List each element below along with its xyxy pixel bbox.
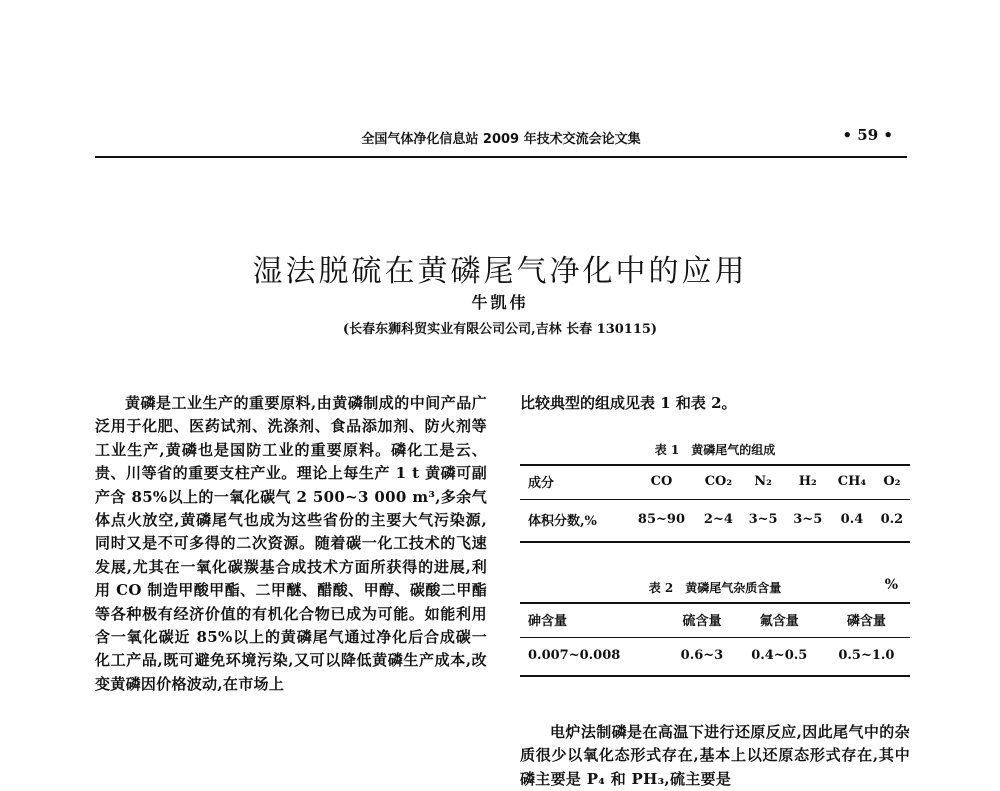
table2-header-cell: 氟含量 xyxy=(736,603,823,638)
right-column xyxy=(520,392,910,791)
second-paragraph-block xyxy=(520,721,910,791)
table2-header-row xyxy=(520,603,910,638)
table-row xyxy=(520,500,910,543)
table1-cell: 0.4 xyxy=(840,512,864,527)
table2-cell: 0.4~0.5 xyxy=(751,648,808,663)
author-affiliation: (长春东狮科贸实业有限公司公司,吉林 长春 130115) xyxy=(342,322,658,337)
table2-caption: 表 2 黄磷尾气杂质含量 xyxy=(648,581,782,595)
table1-header-cell: CO₂ xyxy=(696,465,741,500)
table1-cell: 0.2 xyxy=(880,512,904,527)
table1-caption: 表 1 黄磷尾气的组成 xyxy=(654,443,776,457)
table-row xyxy=(520,638,910,677)
author-name: 牛凯伟 xyxy=(471,293,529,312)
table2-caption-block xyxy=(520,579,910,596)
table1-cell: 85~90 xyxy=(637,512,685,527)
table1-header-cell: CH₄ xyxy=(830,465,874,500)
body-paragraph: 黄磷是工业生产的重要原料,由黄磷制成的中间产品广泛用于化肥、医药试剂、洗涤剂、食品添加剂、防火剂等工业生产,黄磷也是国防工业的重要原料。磷化工是云、贵、川等省的重要支柱产业。理论上每生产 1 t 黄磷可副产含 85%以上的一氧化碳气 2 500~3 000 m³,多余气体点火放空,黄磷尾气也成为这些省份的主要大气污染源,同时又是不可多得的二次资源。随着碳一化工技术的飞速发展,尤其在一氧化碳羰基合成技术方面所获得的进展,利用 CO 制造甲酸甲酯、二甲醚、醋酸、甲醇、碳酸二甲酯等各种极有经济价值的有机化合物已成为可能。如能利用含一氧化碳近 85%以上的黄磷尾气通过净化后合成碳一化工产品,既可避免环境污染,又可以降低黄磷生产成本,改变黄磷因价格波动,在市场上 xyxy=(95,394,487,693)
table2-header-cell: 磷含量 xyxy=(823,603,910,638)
body-paragraph: 电炉法制磷是在高温下进行还原反应,因此尾气中的杂质很少以氧化态形式存在,基本上以还原态形式存在,其中磷主要是 P₄ 和 PH₃,硫主要是 xyxy=(520,723,910,788)
table1-header-cell: 成分 xyxy=(520,465,627,500)
table1-gas-composition xyxy=(520,464,910,543)
table1-cell: 体积分数,% xyxy=(528,514,597,529)
table1-header-cell: N₂ xyxy=(741,465,786,500)
table1-header-cell: H₂ xyxy=(785,465,830,500)
table1-cell: 3~5 xyxy=(793,512,823,527)
table1-header-cell: O₂ xyxy=(874,465,910,500)
table2-impurity-content xyxy=(520,602,910,677)
running-header xyxy=(95,118,907,158)
journal-name: 全国气体净化信息站 2009 年技术交流会论文集 xyxy=(361,132,641,147)
table2-unit: % xyxy=(884,577,898,593)
table2-cell: 0.5~1.0 xyxy=(838,648,895,663)
page-number: • 59 • xyxy=(842,126,893,144)
table2-cell: 0.007~0.008 xyxy=(528,648,621,663)
left-column xyxy=(95,392,487,696)
table2-cell: 0.6~3 xyxy=(680,648,724,663)
table1-cell: 3~5 xyxy=(748,512,778,527)
article-title: 湿法脱硫在黄磷尾气净化中的应用 xyxy=(252,254,748,290)
table1-header-cell: CO xyxy=(627,465,696,500)
table2-header-cell: 硫含量 xyxy=(668,603,735,638)
table-intro-text: 比较典型的组成见表 1 和表 2。 xyxy=(520,394,737,412)
table1-cell: 2~4 xyxy=(703,512,733,527)
table1-header-row xyxy=(520,465,910,500)
table2-header-cell: 砷含量 xyxy=(520,603,668,638)
